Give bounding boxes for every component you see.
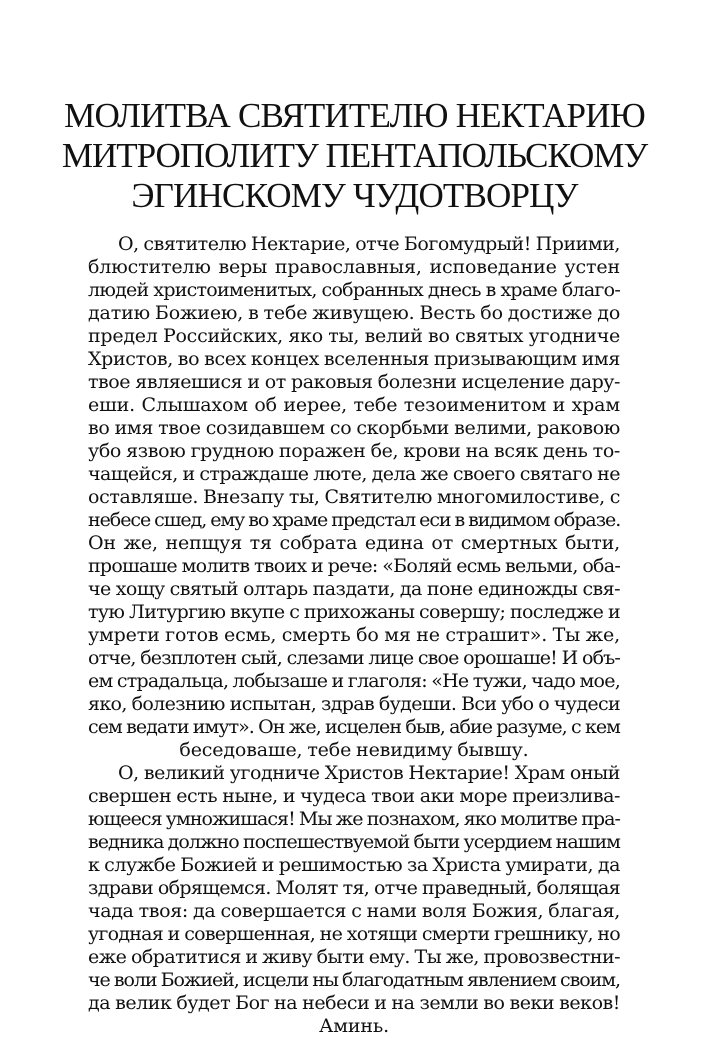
- prayer-line: че хощу святый олтарь паздати, да поне единожды свя-: [88, 578, 620, 600]
- prayer-line: ведника должно поспешествуемой быти усердием нашим: [88, 831, 620, 853]
- prayer-line: О, святителю Нектарие, отче Богомудрый! Приими,: [118, 233, 620, 255]
- prayer-line: свершен есть ныне, и чудеса твои аки море преизлива-: [88, 785, 620, 807]
- prayer-line: ющееся умножишася! Мы же познахом, яко молитве пра-: [88, 808, 620, 830]
- title-line: МОЛИТВА СВЯТИТЕЛЮ НЕКТАРИЮ: [64, 96, 645, 135]
- prayer-line: прошаше молитв твоих и рече: «Боляй есмь вельми, оба-: [88, 555, 620, 577]
- prayer-line: чада твоя: да совершается с нами воля Божия, благая,: [88, 900, 620, 922]
- prayer-text: [88, 233, 620, 1038]
- prayer-line: Христов, во всех концех вселенныя призывающим имя: [88, 348, 620, 370]
- prayer-line: блюстителю веры православныя, исповедание устен: [88, 256, 620, 278]
- prayer-line: отче, безплотен сый, слезами лице свое орошаше! И объ-: [88, 647, 620, 669]
- prayer-line: еже обратитися и живу быти ему. Ты же, провозвестни-: [88, 946, 620, 968]
- prayer-line: сем ведати имут». Он же, исцелен быв, абие разуме, с кем: [88, 716, 620, 738]
- prayer-line: небесе сшед, ему во храме предстал еси в видимом образе.: [88, 509, 621, 531]
- prayer-line: датию Божиею, в тебе живущею. Весть бо достиже до: [88, 302, 621, 324]
- prayer-line: людей христоименитых, собранных днесь в храме благо-: [88, 279, 620, 301]
- prayer-line: во имя твое созидавшем со скорбьми велими, раковою: [88, 417, 620, 439]
- prayer-line: угодная и совершенная, не хотящи смерти грешнику, но: [88, 923, 620, 945]
- prayer-amen: Аминь.: [319, 1015, 389, 1037]
- prayer-line: беседоваше, тебе невидиму бывшу.: [179, 739, 529, 761]
- title-line: МИТРОПОЛИТУ ПЕНТАПОЛЬСКОМУ: [61, 136, 648, 175]
- prayer-line: Он же, непщуя тя собрата едина от смертных быти,: [88, 532, 620, 554]
- prayer-line: к службе Божией и решимостью за Христа умирати, да: [88, 854, 620, 876]
- prayer-line: чащейся, и страждаше люте, дела же своего святаго не: [88, 463, 620, 485]
- prayer-line: О, великий угодниче Христов Нектарие! Храм оный: [118, 762, 620, 784]
- prayer-line: оставляше. Внезапу ты, Святителю многомилостиве, с: [88, 486, 620, 508]
- prayer-line: тую Литургию вкупе с прихожаны совершу; последже и: [88, 601, 620, 623]
- prayer-line: убо язвою грудною поражен бе, крови на всяк день то-: [88, 440, 620, 462]
- prayer-line: здрави обрящемся. Молят тя, отче праведный, болящая: [88, 877, 620, 899]
- prayer-title: [60, 96, 649, 216]
- prayer-line: еши. Слышахом об иерее, тебе тезоименитом и храм: [88, 394, 620, 416]
- prayer-line: предел Российских, яко ты, велий во святых угодниче: [88, 325, 620, 347]
- prayer-line: да велик будет Бог на небеси и на земли во веки веков!: [88, 992, 620, 1014]
- title-line: ЭГИНСКОМУ ЧУДОТВОРЦУ: [131, 176, 578, 215]
- prayer-line: ем страдальца, лобызаше и глаголя: «Не тужи, чадо мое,: [88, 670, 620, 692]
- prayer-line: яко, болезнию испытан, здрав будеши. Вси убо о чудеси: [88, 693, 620, 715]
- prayer-line: умрети готов есмь, смерть бо мя не страшит». Ты же,: [88, 624, 620, 646]
- prayer-line: твое являешися и от раковыя болезни исцеление дару-: [88, 371, 620, 393]
- prayer-line: че воли Божией, исцели ны благодатным явлением своим,: [88, 969, 620, 991]
